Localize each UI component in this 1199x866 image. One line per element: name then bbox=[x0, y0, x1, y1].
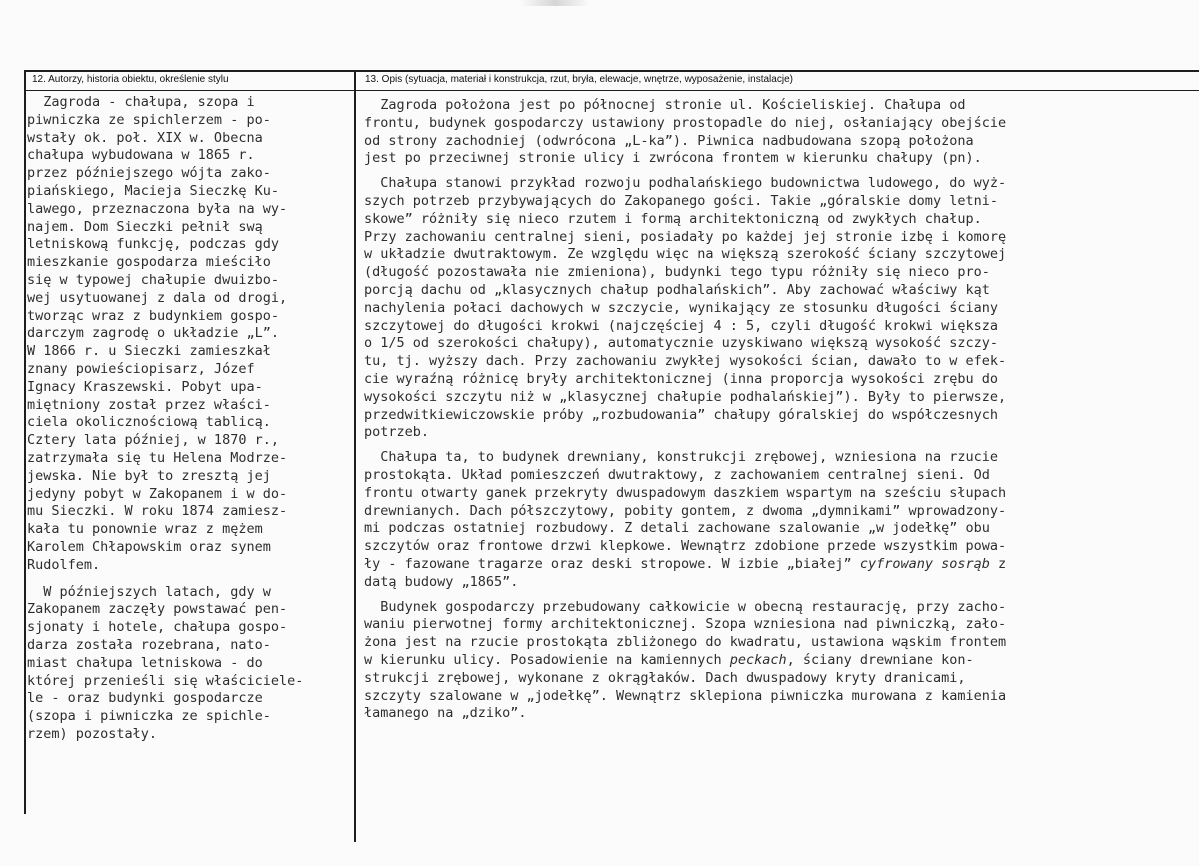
text-line: Zakopanem zaczęły powstawać pen- bbox=[27, 601, 288, 618]
text-line: strukcji zrębowej, wykonane z okrągłaków. Dach dwuspadowy kryty dranicami, bbox=[364, 669, 966, 686]
text-line: miast chałupa letniskowa - do bbox=[27, 654, 263, 671]
text-line: lawego, przeznaczona była na wy- bbox=[27, 200, 288, 217]
text-line: kała tu ponownie wraz z mężem bbox=[27, 521, 263, 538]
text-line: porcją dachu od „klasycznych chałup podhalańskich”. Aby zachować właściwy kąt bbox=[364, 281, 990, 298]
text-line: jewska. Nie był to zresztą jej bbox=[27, 467, 271, 484]
text-segment: ły - fazowane tragarze oraz deski stropowe. W izbie „białej” bbox=[364, 555, 852, 572]
text-line: szczyty szalowane w „jodełkę”. Wewnątrz sklepiona piwniczka murowana z kamienia bbox=[364, 687, 1007, 704]
text-segment: , ściany drewniane kon- bbox=[786, 651, 974, 668]
description-text-column bbox=[364, 97, 1172, 723]
paragraph-spacer bbox=[364, 592, 1172, 599]
text-line: wysokości szczytu niż w „klasycznej chałupie podhalańskiej”). Były to pierwsze, bbox=[364, 388, 1007, 405]
text-line: tworząc wraz z budynkiem gospo- bbox=[27, 307, 279, 324]
text-segment: z bbox=[989, 555, 1007, 572]
paragraph-spacer bbox=[364, 442, 1172, 449]
paragraph-spacer bbox=[364, 168, 1172, 175]
paragraph-spacer bbox=[27, 575, 352, 584]
section-12-heading: 12. Autorzy, historia obiektu, określenie stylu bbox=[32, 74, 229, 85]
history-paragraph-1 bbox=[27, 94, 352, 575]
text-line: (długość pozostawała nie zmieniona), budynki tego typu różniły się nieco pro- bbox=[364, 264, 990, 281]
column-divider bbox=[354, 70, 356, 842]
text-line: Budynek gospodarczy przebudowany całkowicie w obecną restaurację, przy zacho- bbox=[364, 598, 1007, 615]
text-line: W późniejszych latach, gdy w bbox=[27, 583, 271, 600]
text-line: mi podczas ostatniej rozbudowy. Z detali zachowane szalowanie „w jodełkę” obu bbox=[364, 520, 990, 537]
text-line: szczytowej do długości krokwi (najczęściej 4 : 5, czyli długość krokwi większa bbox=[364, 317, 998, 334]
text-line: zatrzymała się tu Helena Modrze- bbox=[27, 449, 288, 466]
text-line: której przenieśli się właściciele- bbox=[27, 672, 304, 689]
text-line: sjonaty i hotele, chałupa gospo- bbox=[27, 619, 288, 636]
description-paragraph-2 bbox=[364, 175, 1172, 442]
section-13-heading: 13. Opis (sytuacja, materiał i konstrukcja, rzut, bryła, elewacje, wnętrze, wyposażenie, instalacje) bbox=[365, 74, 793, 85]
text-line: waniu pierwotnej formy architektonicznej. Szopa wzniesiona nad piwniczką, zało- bbox=[364, 616, 1007, 633]
text-line: mu Sieczki. W roku 1874 zamiesz- bbox=[27, 503, 288, 520]
text-line: wstały ok. poł. XIX w. Obecna bbox=[27, 129, 263, 146]
text-line: Chałupa stanowi przykład rozwoju podhalańskiego budownictwa ludowego, do wyż- bbox=[364, 175, 1007, 192]
text-line: znany powieściopisarz, Józef bbox=[27, 360, 255, 377]
text-line: datą budowy „1865”. bbox=[364, 573, 519, 590]
text-line: piwniczka ze spichlerzem - po- bbox=[27, 111, 271, 128]
text-line: Zagroda położona jest po północnej stronie ul. Kościeliskiej. Chałupa od bbox=[364, 97, 966, 113]
description-paragraph-1 bbox=[364, 97, 1172, 168]
text-line: przedwitkiewiczowskie próby „rozbudowania” chałupy góralskiej do współczesnych bbox=[364, 406, 998, 423]
text-line: frontu otwarty ganek przekryty dwuspadowym daszkiem wspartym na sześciu słupach bbox=[364, 484, 1007, 501]
text-line: Przy zachowaniu centralnej sieni, posiadały po każdej jej stronie izbę i komorę bbox=[364, 228, 1007, 245]
text-line: tu, tj. wyższy dach. Przy zachowaniu zwykłej wysokości ścian, dawało to w efek- bbox=[364, 353, 1007, 370]
text-line: chałupa wybudowana w 1865 r. bbox=[27, 147, 255, 164]
text-line: W 1866 r. u Sieczki zamieszkał bbox=[27, 343, 271, 360]
text-line: wej usytuowanej z dala od drogi, bbox=[27, 289, 288, 306]
header-row-border bbox=[24, 90, 1199, 91]
text-line: rzem) pozostały. bbox=[27, 725, 158, 742]
text-line: o 1/5 od szerokości chałupy), automatycznie uzyskiwano większą wysokość szczy- bbox=[364, 335, 998, 352]
text-line bbox=[364, 556, 1172, 574]
text-line: Ignacy Kraszewski. Pobyt upa- bbox=[27, 378, 263, 395]
text-line: Chałupa ta, to budynek drewniany, konstrukcji zrębowej, wzniesiona na rzucie bbox=[364, 449, 998, 466]
history-text-column bbox=[27, 94, 352, 744]
text-line: się w typowej chałupie dwuizbo- bbox=[27, 271, 279, 288]
history-paragraph-2 bbox=[27, 584, 352, 744]
text-line: miętniony został przez właści- bbox=[27, 396, 271, 413]
text-line: potrzeb. bbox=[364, 424, 430, 441]
text-line: prostokąta. Układ pomieszczeń dwutraktowy, z zachowaniem centralnej sieni. Od bbox=[364, 466, 990, 483]
text-line: skowe” różniły się nieco rzutem i formą architektoniczną od zwykłych chałup. bbox=[364, 210, 982, 227]
table-top-border bbox=[24, 70, 1199, 72]
text-line: nachylenia połaci dachowych w szczycie, wynikający ze stosunku długości ściany bbox=[364, 299, 998, 316]
description-paragraph-3 bbox=[364, 449, 1172, 591]
text-line: w układzie dwutraktowym. Ze względu więc na większą szerokość ściany szczytowej bbox=[364, 246, 1007, 263]
text-line: piańskiego, Macieja Sieczkę Ku- bbox=[27, 182, 279, 199]
text-line: cie wyraźną różnicę bryły architektonicznej (inna proporcja wysokości zrębu do bbox=[364, 370, 998, 387]
text-line: ciela okolicznościową tablicą. bbox=[27, 414, 271, 431]
text-line: jest po przeciwnej stronie ulicy i zwrócona frontem w kierunku chałupy (pn). bbox=[364, 150, 982, 167]
text-line: letniskową funkcję, podczas gdy bbox=[27, 236, 279, 253]
text-line: łamanego na „dziko”. bbox=[364, 705, 527, 722]
text-line: (szopa i piwniczka ze spichle- bbox=[27, 708, 271, 725]
text-line: drewnianych. Dach półszczytowy, pobity gontem, z dwoma „dymnikami” wprowadzony- bbox=[364, 502, 1007, 519]
italic-phrase: cyfrowany sosrąb bbox=[859, 555, 990, 572]
table-left-border bbox=[24, 70, 26, 814]
text-line: szych potrzeb przybywających do Zakopanego gości. Takie „góralskie domy letni- bbox=[364, 192, 998, 209]
text-line: mieszkanie gospodarza mieściło bbox=[27, 254, 271, 271]
text-line: Karolem Chłapowskim oraz synem bbox=[27, 538, 271, 555]
text-line: Zagroda - chałupa, szopa i bbox=[27, 94, 255, 110]
text-segment: w kierunku ulicy. Posadowienie na kamiennych bbox=[364, 651, 722, 668]
italic-word: peckach bbox=[729, 651, 787, 668]
description-paragraph-4 bbox=[364, 599, 1172, 724]
text-line: przez późniejszego wójta zako- bbox=[27, 165, 271, 182]
text-line bbox=[364, 652, 1172, 670]
text-line: le - oraz budynki gospodarcze bbox=[27, 690, 263, 707]
scan-artifact bbox=[520, 0, 590, 6]
text-line: Rudolfem. bbox=[27, 556, 101, 573]
text-line: darza została rozebrana, nato- bbox=[27, 636, 271, 653]
text-line: od strony zachodniej (odwrócona „L-ka”). Piwnica nadbudowana szopą położona bbox=[364, 132, 974, 149]
text-line: szczytów oraz frontowe drzwi klepkowe. Wewnątrz zdobione przede wszystkim powa- bbox=[364, 538, 1007, 555]
text-line: najem. Dom Sieczki pełnił swą bbox=[27, 218, 263, 235]
text-line: Cztery lata później, w 1870 r., bbox=[27, 432, 279, 449]
text-line: jedyny pobyt w Zakopanem i w do- bbox=[27, 485, 288, 502]
text-line: darczym zagrodę o układzie „L”. bbox=[27, 325, 279, 342]
text-line: frontu, budynek gospodarczy ustawiony prostopadle do niej, osłaniający obejście bbox=[364, 114, 1007, 131]
text-line: żona jest na rzucie prostokąta zbliżonego do kwadratu, ustawiona wąskim frontem bbox=[364, 634, 1007, 651]
